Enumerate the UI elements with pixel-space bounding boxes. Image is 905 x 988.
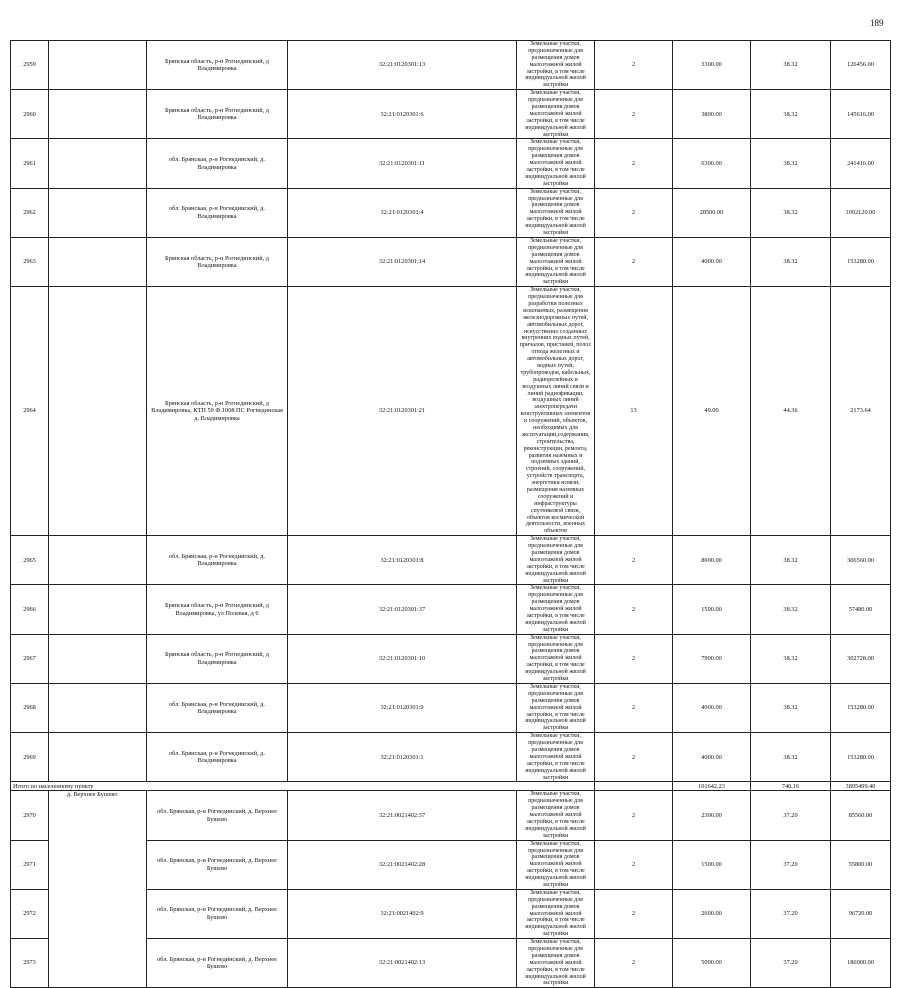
land-use-cell: Земельные участки, предназначенные для разработки полезных ископаемых, размещения железнодорожных путей, автомобильных дорог, искусственно созданных внутренних водных путей, причалов, пристаней, полос отвода железных и автомобильных дорог, водных путей, трубопроводов, кабельных, радиорелейных и воздушных линий связи и линий радиофикации, воздушных линий электропередачи конструктивных элементов и сооружений, объектов, необходимых для эксплуатации,содержания, строительства, реконструкции, ремонта, развития наземных и подземных зданий, строений, сооружений, устройств транспорта, энергетики исвязи; размещения наземных сооружений и инфраструктуры спутниковой связи, объектов космической деятельности, военных объектов (517, 287, 595, 536)
area-cell: 6300.00 (673, 139, 751, 188)
address-cell: обл. Брянская, р-н Рогнединский, д. Верхнее Бушево (147, 889, 288, 938)
address-cell: Брянская область, р-н Рогнединский, д Владимировка (147, 237, 288, 286)
area-cell: 5000.00 (673, 939, 751, 988)
address-cell: Брянская область, р-н Рогнединский, д Владимировка (147, 90, 288, 139)
area-cell: 7900.00 (673, 634, 751, 683)
cadastral-value-cell: 145616.00 (831, 90, 891, 139)
group-code-cell: 2 (595, 90, 673, 139)
area-cell: 3300.00 (673, 41, 751, 90)
row-number: 2964 (11, 287, 49, 536)
group-code-cell: 2 (595, 237, 673, 286)
table-row (11, 791, 891, 840)
table-row (11, 237, 891, 286)
row-number: 2967 (11, 634, 49, 683)
land-use-cell: Земельные участки, предназначенные для размещения домов малоэтажной жилой застройки, в том числе индивидуальной жилой застройки (517, 840, 595, 889)
rate-cell: 38.32 (751, 536, 831, 585)
row-number: 2968 (11, 683, 49, 732)
cadastral-number-cell: 32:21:0120301:9 (288, 683, 517, 732)
rate-cell: 38.32 (751, 139, 831, 188)
rate-cell: 38.32 (751, 90, 831, 139)
group-code-cell: 2 (595, 889, 673, 938)
table-body-tall-row (11, 287, 891, 536)
land-use-cell: Земельные участки, предназначенные для размещения домов малоэтажной жилой застройки, в том числе индивидуальной жилой застройки (517, 634, 595, 683)
cadastral-value-cell: 57480.00 (831, 585, 891, 634)
row-number: 2960 (11, 90, 49, 139)
land-use-cell: Земельные участки, предназначенные для размещения домов малоэтажной жилой застройки, в том числе индивидуальной жилой застройки (517, 939, 595, 988)
address-cell: обл. Брянская, р-н Рогнединский, д. Владимировка (147, 733, 288, 782)
table-row (11, 139, 891, 188)
address-cell: Брянская область, р-н Рогнединский, д Владимировка, ул Полевая, д 6 (147, 585, 288, 634)
rate-cell: 38.32 (751, 733, 831, 782)
total-row (11, 782, 891, 791)
cadastral-number-cell: 32:21:0021402:28 (288, 840, 517, 889)
table-row (11, 733, 891, 782)
cadastral-value-cell: 126456.00 (831, 41, 891, 90)
land-use-cell: Земельные участки, предназначенные для размещения домов малоэтажной жилой застройки, в том числе индивидуальной жилой застройки (517, 90, 595, 139)
rate-cell: 37.20 (751, 840, 831, 889)
area-cell: 49.00 (673, 287, 751, 536)
rate-cell: 38.32 (751, 237, 831, 286)
cadastral-value-cell: 55800.00 (831, 840, 891, 889)
table-row (11, 41, 891, 90)
group-code-cell: 2 (595, 683, 673, 732)
rate-cell: 38.32 (751, 634, 831, 683)
land-use-cell: Земельные участки, предназначенные для размещения домов малоэтажной жилой застройки, в том числе индивидуальной жилой застройки (517, 889, 595, 938)
area-cell: 3800.00 (673, 90, 751, 139)
group-code-cell: 2 (595, 41, 673, 90)
land-use-cell: Земельные участки, предназначенные для размещения домов малоэтажной жилой застройки, в том числе индивидуальной жилой застройки (517, 41, 595, 90)
cadastral-number-cell: 32:21:0120301:11 (288, 139, 517, 188)
cadastral-value-cell: 153280.00 (831, 237, 891, 286)
address-cell: обл. Брянская, р-н Рогнединский, д. Верхнее Бушево (147, 939, 288, 988)
rate-cell: 37.20 (751, 939, 831, 988)
group-code-cell: 2 (595, 939, 673, 988)
total-label: Итого по населенному пункту (11, 782, 147, 791)
address-cell: Брянская область, р-н Рогнединский, д Владимировка (147, 41, 288, 90)
group-code-cell: 13 (595, 287, 673, 536)
cadastral-value-table (10, 40, 891, 988)
land-use-cell: Земельные участки, предназначенные для размещения домов малоэтажной жилой застройки, в том числе индивидуальной жилой застройки (517, 733, 595, 782)
rate-cell: 37.20 (751, 889, 831, 938)
address-cell: Брянская область, р-н Рогнединский, д Владимировка (147, 634, 288, 683)
area-cell: 4000.00 (673, 683, 751, 732)
total-value: 3895499.40 (831, 782, 891, 791)
group-code-cell: 2 (595, 634, 673, 683)
land-use-cell: Земельные участки, предназначенные для размещения домов малоэтажной жилой застройки, в том числе индивидуальной жилой застройки (517, 585, 595, 634)
address-cell: обл. Брянская, р-н Рогнединский, д. Владимировка (147, 536, 288, 585)
cadastral-value-cell: 186000.00 (831, 939, 891, 988)
row-number: 2972 (11, 889, 49, 938)
cadastral-number-cell: 32:21:0120301:4 (288, 188, 517, 237)
rate-cell: 37.20 (751, 791, 831, 840)
cadastral-number-cell: 32:21:0120301:6 (288, 90, 517, 139)
cadastral-number-cell: 32:21:0120301:13 (288, 41, 517, 90)
row-number: 2962 (11, 188, 49, 237)
row-number: 2965 (11, 536, 49, 585)
total-area: 101642.23 (673, 782, 751, 791)
cadastral-value-cell: 1092120.00 (831, 188, 891, 237)
table-row (11, 536, 891, 585)
address-cell: обл. Брянская, р-н Рогнединский, д. Владимировка (147, 683, 288, 732)
land-use-cell: Земельные участки, предназначенные для размещения домов малоэтажной жилой застройки, в том числе индивидуальной жилой застройки (517, 536, 595, 585)
cadastral-value-cell: 241416.00 (831, 139, 891, 188)
rate-cell: 38.32 (751, 188, 831, 237)
cadastral-number-cell: 32:21:0120301:8 (288, 536, 517, 585)
group-code-cell: 2 (595, 791, 673, 840)
table-row (11, 287, 891, 536)
group-code-cell: 2 (595, 139, 673, 188)
row-number: 2970 (11, 791, 49, 840)
row-number: 2963 (11, 237, 49, 286)
area-cell: 4000.00 (673, 733, 751, 782)
cadastral-number-cell: 32:21:0120301:37 (288, 585, 517, 634)
land-use-cell: Земельные участки, предназначенные для размещения домов малоэтажной жилой застройки, в том числе индивидуальной жилой застройки (517, 139, 595, 188)
cadastral-number-cell: 32:21:0120301:21 (288, 287, 517, 536)
table-body-section-3 (11, 791, 891, 988)
cadastral-number-cell: 32:21:0021402:37 (288, 791, 517, 840)
group-code-cell: 2 (595, 585, 673, 634)
group-code-cell: 2 (595, 840, 673, 889)
table-body-section-1 (11, 41, 891, 287)
area-cell: 1500.00 (673, 585, 751, 634)
land-use-cell: Земельные участки, предназначенные для размещения домов малоэтажной жилой застройки, в том числе индивидуальной жилой застройки (517, 188, 595, 237)
cadastral-value-cell: 85560.00 (831, 791, 891, 840)
area-cell: 8000.00 (673, 536, 751, 585)
address-cell: обл. Брянская, р-н Рогнединский, д. Верхнее Бушево (147, 791, 288, 840)
cadastral-value-cell: 153280.00 (831, 683, 891, 732)
rate-cell: 38.32 (751, 585, 831, 634)
address-cell: обл. Брянская, р-н Рогнединский, д. Владимировка (147, 188, 288, 237)
address-cell: обл. Брянская, р-н Рогнединский, д. Владимировка (147, 139, 288, 188)
address-cell: обл. Брянская, р-н Рогнединский, д. Верхнее Бушево (147, 840, 288, 889)
land-use-cell: Земельные участки, предназначенные для размещения домов малоэтажной жилой застройки, в том числе индивидуальной жилой застройки (517, 237, 595, 286)
row-number: 2971 (11, 840, 49, 889)
table-row (11, 90, 891, 139)
area-cell: 1500.00 (673, 840, 751, 889)
cadastral-value-cell: 306560.00 (831, 536, 891, 585)
table-row (11, 683, 891, 732)
rate-cell: 44.36 (751, 287, 831, 536)
cadastral-number-cell: 32:21:0021402:13 (288, 939, 517, 988)
total-rate: 740.16 (751, 782, 831, 791)
cadastral-number-cell: 32:21:0120301:14 (288, 237, 517, 286)
rate-cell: 38.32 (751, 683, 831, 732)
row-number: 2961 (11, 139, 49, 188)
row-number: 2969 (11, 733, 49, 782)
row-number: 2966 (11, 585, 49, 634)
group-code-cell: 2 (595, 188, 673, 237)
address-cell: Брянская область, р-н Рогнединский, д Владимировка, КТП 59 Ф.1008 ПС Рогнединская д. Владимировка (147, 287, 288, 536)
page-number: 189 (870, 18, 884, 28)
group-code-cell: 2 (595, 536, 673, 585)
table-body-total (11, 782, 891, 791)
settlement-name: д. Верхнее Бушево (49, 791, 147, 988)
row-number: 2973 (11, 939, 49, 988)
land-use-cell: Земельные участки, предназначенные для размещения домов малоэтажной жилой застройки, в том числе индивидуальной жилой застройки (517, 683, 595, 732)
cadastral-number-cell: 32:21:0120301:1 (288, 733, 517, 782)
cadastral-value-cell: 302728.00 (831, 634, 891, 683)
group-code-cell: 2 (595, 733, 673, 782)
area-cell: 4000.00 (673, 237, 751, 286)
table-row (11, 188, 891, 237)
land-use-cell: Земельные участки, предназначенные для размещения домов малоэтажной жилой застройки, в том числе индивидуальной жилой застройки (517, 791, 595, 840)
rate-cell: 38.32 (751, 41, 831, 90)
cadastral-value-cell: 2173.64 (831, 287, 891, 536)
table-body-section-2 (11, 536, 891, 782)
cadastral-number-cell: 32:21:0120301:10 (288, 634, 517, 683)
area-cell: 28500.00 (673, 188, 751, 237)
cadastral-number-cell: 32:21:0021402:9 (288, 889, 517, 938)
cadastral-value-cell: 96720.00 (831, 889, 891, 938)
area-cell: 2300.00 (673, 791, 751, 840)
cadastral-value-cell: 153280.00 (831, 733, 891, 782)
row-number: 2959 (11, 41, 49, 90)
table-row (11, 585, 891, 634)
table-row (11, 634, 891, 683)
area-cell: 2600.00 (673, 889, 751, 938)
